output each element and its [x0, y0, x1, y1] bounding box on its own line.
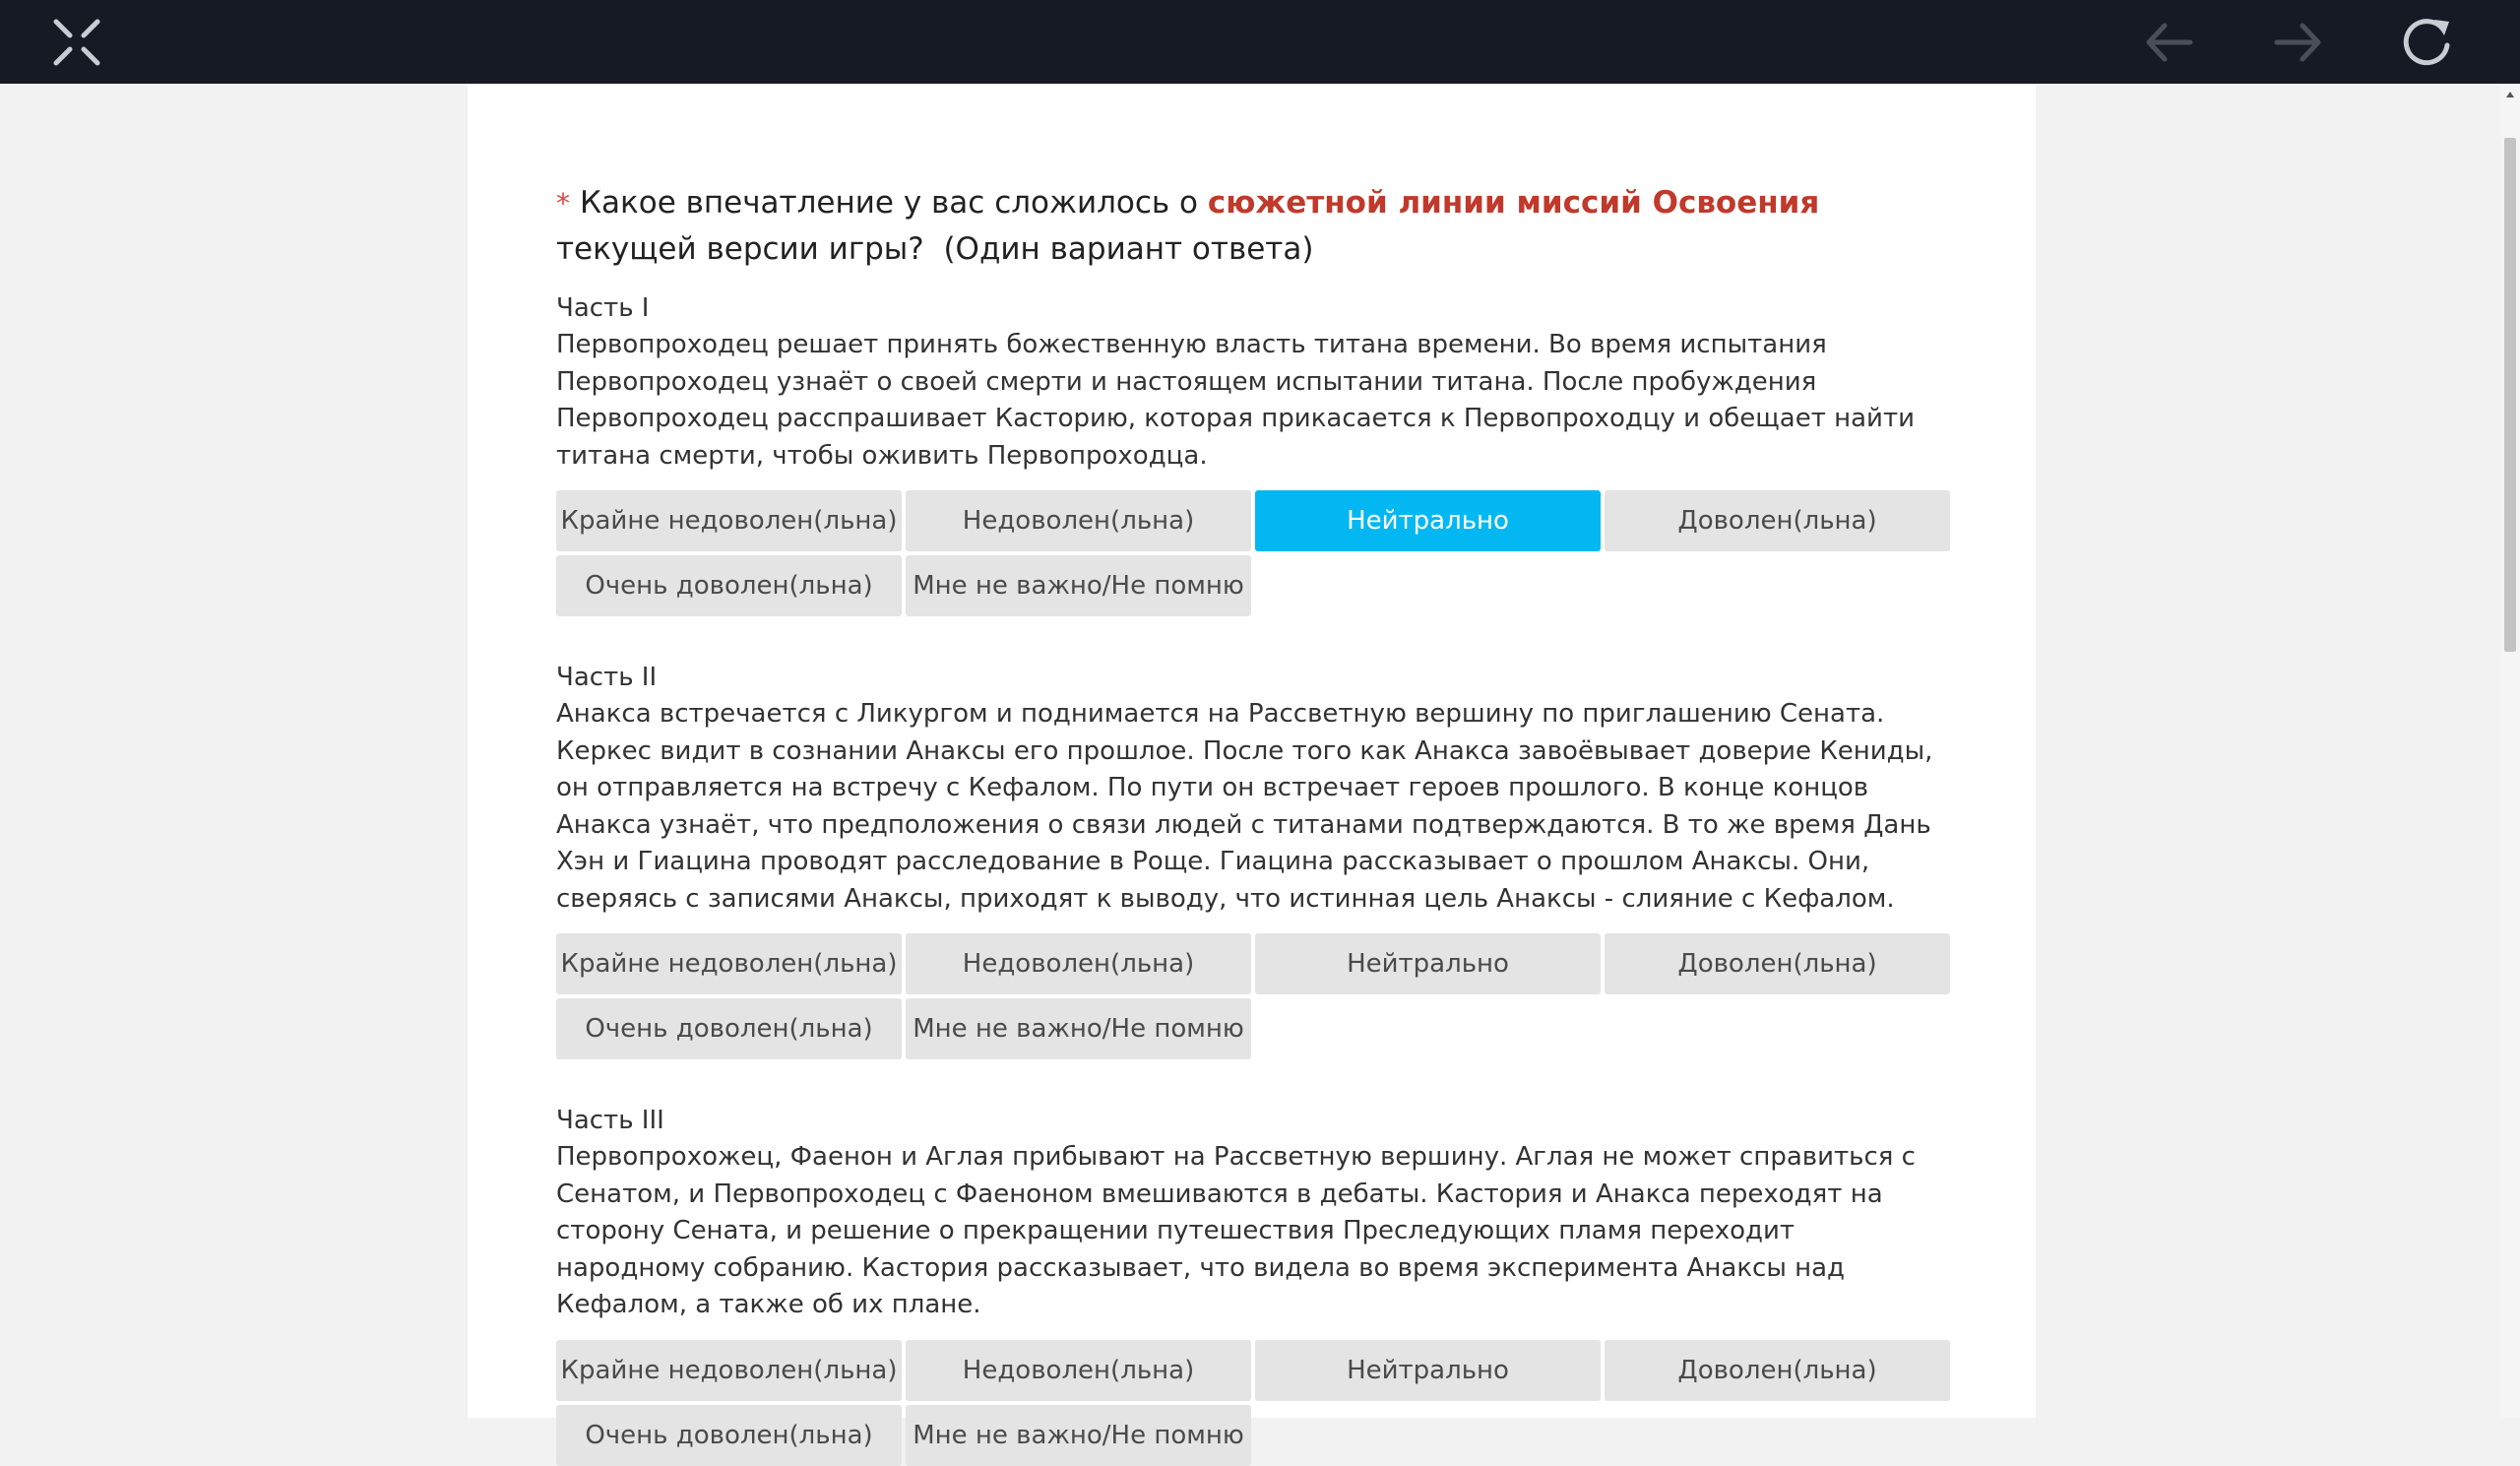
arrow-right-icon	[2269, 14, 2326, 71]
question-suffix: текущей версии игры?	[556, 231, 924, 267]
option-satisfied[interactable]: Доволен(льна)	[1605, 933, 1950, 994]
forward-button[interactable]	[2265, 10, 2330, 75]
survey-content	[556, 180, 1949, 1466]
part-title: Часть I	[556, 293, 650, 323]
option-neutral[interactable]: Нейтрально	[1255, 1340, 1601, 1401]
option-neutral[interactable]: Нейтрально	[1255, 490, 1601, 551]
question-note: (Один вариант ответа)	[943, 231, 1314, 267]
part-title: Часть II	[556, 663, 658, 692]
option-dont-care[interactable]: Мне не важно/Не помню	[906, 998, 1251, 1059]
part-title: Часть III	[556, 1106, 664, 1135]
option-dissatisfied[interactable]: Недоволен(льна)	[906, 490, 1251, 551]
part-2	[556, 660, 1949, 1059]
survey-panel	[468, 84, 2036, 1450]
arrow-left-icon	[2141, 14, 2198, 71]
close-x-icon	[48, 14, 105, 71]
scroll-thumb[interactable]	[2504, 138, 2516, 652]
question-title	[556, 180, 1949, 273]
option-extremely-dissatisfied[interactable]: Крайне недоволен(льна)	[556, 1340, 902, 1401]
scroll-up-arrow-icon[interactable]	[2500, 88, 2520, 101]
top-toolbar	[0, 0, 2520, 84]
option-satisfied[interactable]: Доволен(льна)	[1605, 490, 1950, 551]
option-very-satisfied[interactable]: Очень доволен(льна)	[556, 1405, 902, 1466]
part-description: Первопрохожец, Фаенон и Аглая прибывают на Рассветную вершину. Аглая не может справиться с Сенатом, и Первопроходец с Фаеноном вмешиваются в дебаты. Кастория и Анакса переходят на сторону Сената, и решение о прекращении путешествия Преследующих пламя переходит народному собранию. Кастория рассказывает, что видела во время эксперимента Анаксы над Кефалом, а также об их плане.	[556, 1142, 1916, 1319]
option-dont-care[interactable]: Мне не важно/Не помню	[906, 1405, 1251, 1466]
reload-icon	[2398, 14, 2455, 71]
part-description: Анакса встречается с Ликургом и поднимается на Рассветную вершину по приглашению Сената. Керкес видит в сознании Анаксы его прошлое. После того как Анакса завоёвывает доверие Кениды, он отправляется на встречу с Кефалом. По пути он встречает героев прошлого. В конце концов Анакса узнаёт, что предположения о связи людей с титанами подтверждаются. В то же время Дань Хэн и Гиацина проводят расследование в Роще. Гиацина рассказывает о прошлом Анаксы. Они, сверяясь с записями Анаксы, приходят к выводу, что истинная цель Анаксы - слияние с Кефалом.	[556, 699, 1933, 914]
close-button[interactable]	[44, 10, 109, 75]
back-button[interactable]	[2137, 10, 2202, 75]
option-dissatisfied[interactable]: Недоволен(льна)	[906, 933, 1251, 994]
part-description: Первопроходец решает принять божественную власть титана времени. Во время испытания Первопроходец узнаёт о своей смерти и настоящем испытании титана. После пробуждения Первопроходец расспрашивает Касторию, которая прикасается к Первопроходцу и обещает найти титана смерти, чтобы оживить Первопроходца.	[556, 330, 1915, 471]
answer-options	[556, 490, 1949, 616]
question-highlight: сюжетной линии миссий Освоения	[1207, 185, 1820, 221]
option-dissatisfied[interactable]: Недоволен(льна)	[906, 1340, 1251, 1401]
option-very-satisfied[interactable]: Очень доволен(льна)	[556, 998, 902, 1059]
part-1	[556, 290, 1949, 616]
option-extremely-dissatisfied[interactable]: Крайне недоволен(льна)	[556, 933, 902, 994]
option-neutral[interactable]: Нейтрально	[1255, 933, 1601, 994]
option-dont-care[interactable]: Мне не важно/Не помню	[906, 555, 1251, 616]
answer-options	[556, 1340, 1949, 1466]
question-prefix: Какое впечатление у вас сложилось о	[580, 185, 1208, 221]
reload-button[interactable]	[2394, 10, 2459, 75]
part-3	[556, 1103, 1949, 1466]
option-extremely-dissatisfied[interactable]: Крайне недоволен(льна)	[556, 490, 902, 551]
option-satisfied[interactable]: Доволен(льна)	[1605, 1340, 1950, 1401]
required-star: *	[556, 187, 570, 220]
answer-options	[556, 933, 1949, 1059]
option-very-satisfied[interactable]: Очень доволен(льна)	[556, 555, 902, 616]
scrollbar[interactable]	[2500, 84, 2520, 1418]
